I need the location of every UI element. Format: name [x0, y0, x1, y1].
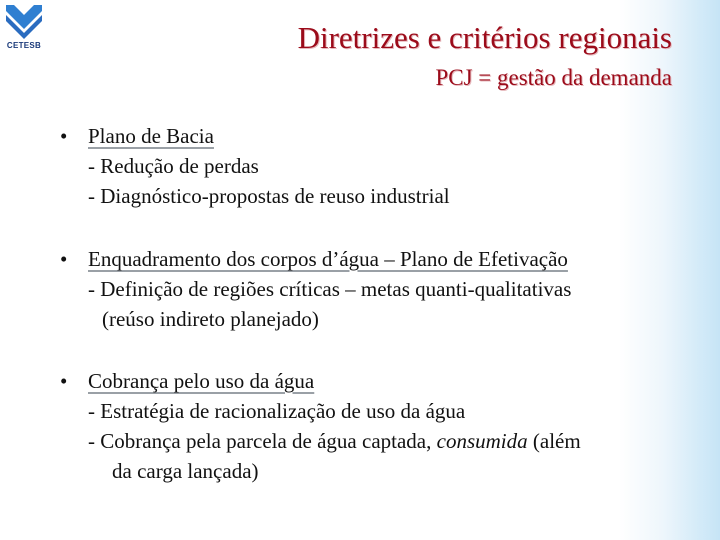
logo-text: CETESB — [6, 41, 42, 50]
cetesb-logo-icon — [4, 3, 44, 41]
bullet-subitem: - Redução de perdas — [88, 154, 259, 178]
bullet-plano-de-bacia — [60, 121, 680, 211]
bullet-enquadramento — [60, 244, 680, 334]
subitem-text: - Cobrança pela parcela de água captada, — [88, 429, 437, 453]
bullet-heading-row — [60, 366, 680, 396]
bullet-marker: • — [60, 124, 68, 148]
bullet-heading-row — [60, 244, 680, 274]
bullet-heading: Plano de Bacia — [88, 124, 214, 148]
bullet-subitem-continuation: (reúso indireto planejado) — [102, 307, 319, 331]
bullet-heading: Enquadramento dos corpos d’água – Plano de Efetivação — [88, 247, 568, 271]
bullet-cobranca — [60, 366, 680, 486]
subitem-italic-text: consumida — [436, 429, 528, 453]
bullet-subitem: - Diagnóstico-propostas de reuso industrial — [88, 184, 450, 208]
bullet-marker: • — [60, 369, 68, 393]
subitem-text: (além — [527, 429, 581, 453]
bullet-subitem-continuation: da carga lançada) — [112, 459, 259, 483]
bullet-marker: • — [60, 247, 68, 271]
bullet-subitem — [60, 426, 680, 456]
cetesb-logo — [4, 3, 44, 53]
bullet-subitem: - Estratégia de racionalização de uso da água — [88, 399, 466, 423]
bullet-heading-row — [60, 121, 680, 151]
page-subtitle: PCJ = gestão da demanda — [435, 65, 672, 90]
bullet-subitem: - Definição de regiões críticas – metas quanti-qualitativas — [88, 277, 572, 301]
bullet-heading: Cobrança pelo uso da água — [88, 369, 315, 393]
page-title: Diretrizes e critérios regionais — [297, 20, 672, 55]
